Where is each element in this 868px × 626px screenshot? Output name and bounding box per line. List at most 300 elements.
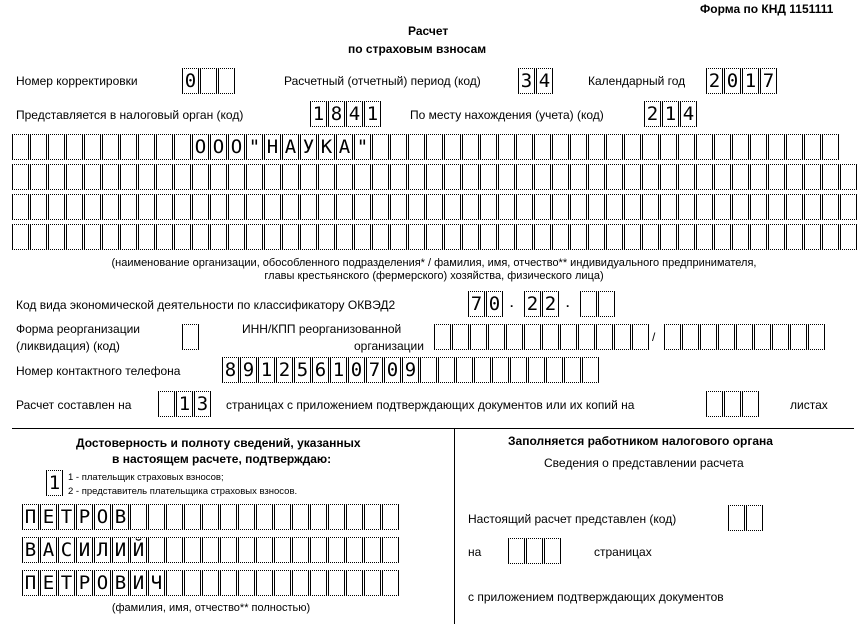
- char-cell[interactable]: [660, 224, 677, 250]
- char-cell[interactable]: [30, 164, 47, 190]
- char-cell[interactable]: [660, 134, 677, 160]
- char-cell[interactable]: [804, 164, 821, 190]
- char-cell[interactable]: [700, 324, 717, 350]
- char-cell[interactable]: [148, 504, 165, 530]
- char-cell[interactable]: [158, 391, 175, 417]
- char-cell[interactable]: [390, 164, 407, 190]
- char-cell[interactable]: [606, 224, 623, 250]
- char-cell[interactable]: [66, 164, 83, 190]
- char-cell[interactable]: [102, 164, 119, 190]
- char-cell[interactable]: 7: [468, 291, 485, 317]
- char-cell[interactable]: [274, 570, 291, 596]
- char-cell[interactable]: 4: [346, 101, 363, 127]
- presented-code-field[interactable]: [728, 505, 764, 531]
- char-cell[interactable]: [534, 164, 551, 190]
- char-cell[interactable]: [238, 570, 255, 596]
- char-cell[interactable]: [606, 164, 623, 190]
- char-cell[interactable]: [718, 324, 735, 350]
- char-cell[interactable]: [696, 164, 713, 190]
- char-cell[interactable]: 8: [328, 101, 345, 127]
- char-cell[interactable]: [174, 134, 191, 160]
- char-cell[interactable]: [624, 194, 641, 220]
- char-cell[interactable]: [480, 164, 497, 190]
- char-cell[interactable]: [714, 134, 731, 160]
- char-cell[interactable]: [664, 324, 681, 350]
- char-cell[interactable]: [682, 324, 699, 350]
- char-cell[interactable]: [120, 164, 137, 190]
- char-cell[interactable]: [228, 194, 245, 220]
- char-cell[interactable]: [318, 224, 335, 250]
- period-code-field[interactable]: [518, 68, 554, 94]
- char-cell[interactable]: 9: [240, 357, 257, 383]
- char-cell[interactable]: [30, 224, 47, 250]
- char-cell[interactable]: [364, 537, 381, 563]
- char-cell[interactable]: [300, 224, 317, 250]
- char-cell[interactable]: [696, 194, 713, 220]
- char-cell[interactable]: [138, 194, 155, 220]
- char-cell[interactable]: [192, 224, 209, 250]
- pages-count-field[interactable]: [158, 391, 212, 417]
- okved-part-3[interactable]: [580, 291, 616, 317]
- char-cell[interactable]: [184, 570, 201, 596]
- char-cell[interactable]: [804, 134, 821, 160]
- char-cell[interactable]: [274, 504, 291, 530]
- char-cell[interactable]: И: [130, 570, 147, 596]
- char-cell[interactable]: А: [40, 537, 57, 563]
- char-cell[interactable]: 0: [486, 291, 503, 317]
- char-cell[interactable]: [166, 570, 183, 596]
- confirmer-type-field[interactable]: [46, 470, 64, 496]
- char-cell[interactable]: [624, 164, 641, 190]
- char-cell[interactable]: Ч: [148, 570, 165, 596]
- char-cell[interactable]: [462, 194, 479, 220]
- char-cell[interactable]: [642, 194, 659, 220]
- char-cell[interactable]: [202, 537, 219, 563]
- char-cell[interactable]: [768, 224, 785, 250]
- char-cell[interactable]: 0: [348, 357, 365, 383]
- char-cell[interactable]: [678, 164, 695, 190]
- char-cell[interactable]: [588, 224, 605, 250]
- char-cell[interactable]: 2: [644, 101, 661, 127]
- char-cell[interactable]: [714, 164, 731, 190]
- char-cell[interactable]: [256, 504, 273, 530]
- char-cell[interactable]: [606, 134, 623, 160]
- char-cell[interactable]: [804, 224, 821, 250]
- char-cell[interactable]: [564, 357, 581, 383]
- char-cell[interactable]: [408, 134, 425, 160]
- char-cell[interactable]: [528, 357, 545, 383]
- char-cell[interactable]: В: [112, 570, 129, 596]
- char-cell[interactable]: [310, 504, 327, 530]
- char-cell[interactable]: [728, 505, 745, 531]
- char-cell[interactable]: [310, 570, 327, 596]
- char-cell[interactable]: [354, 164, 371, 190]
- char-cell[interactable]: 2: [542, 291, 559, 317]
- char-cell[interactable]: [246, 194, 263, 220]
- char-cell[interactable]: [220, 537, 237, 563]
- char-cell[interactable]: [120, 224, 137, 250]
- char-cell[interactable]: [420, 357, 437, 383]
- char-cell[interactable]: [696, 134, 713, 160]
- char-cell[interactable]: [372, 224, 389, 250]
- char-cell[interactable]: [516, 224, 533, 250]
- char-cell[interactable]: [552, 224, 569, 250]
- char-cell[interactable]: [742, 391, 759, 417]
- char-cell[interactable]: [346, 570, 363, 596]
- char-cell[interactable]: [438, 357, 455, 383]
- char-cell[interactable]: [156, 194, 173, 220]
- char-cell[interactable]: [264, 224, 281, 250]
- char-cell[interactable]: [588, 164, 605, 190]
- char-cell[interactable]: [354, 224, 371, 250]
- char-cell[interactable]: У: [300, 134, 317, 160]
- char-cell[interactable]: [552, 164, 569, 190]
- char-cell[interactable]: [678, 224, 695, 250]
- char-cell[interactable]: [444, 164, 461, 190]
- char-cell[interactable]: [750, 224, 767, 250]
- char-cell[interactable]: [238, 537, 255, 563]
- char-cell[interactable]: [840, 194, 857, 220]
- patronymic-field[interactable]: [22, 570, 400, 596]
- char-cell[interactable]: [434, 324, 451, 350]
- char-cell[interactable]: Е: [40, 504, 57, 530]
- char-cell[interactable]: [732, 194, 749, 220]
- char-cell[interactable]: [218, 68, 235, 94]
- char-cell[interactable]: [444, 194, 461, 220]
- char-cell[interactable]: [736, 324, 753, 350]
- char-cell[interactable]: [156, 164, 173, 190]
- char-cell[interactable]: О: [192, 134, 209, 160]
- char-cell[interactable]: [768, 164, 785, 190]
- char-cell[interactable]: 1: [330, 357, 347, 383]
- char-cell[interactable]: [274, 537, 291, 563]
- char-cell[interactable]: [200, 68, 217, 94]
- char-cell[interactable]: [750, 134, 767, 160]
- char-cell[interactable]: 3: [518, 68, 535, 94]
- char-cell[interactable]: [336, 194, 353, 220]
- char-cell[interactable]: [210, 194, 227, 220]
- char-cell[interactable]: 9: [402, 357, 419, 383]
- char-cell[interactable]: [488, 324, 505, 350]
- char-cell[interactable]: [754, 324, 771, 350]
- char-cell[interactable]: [772, 324, 789, 350]
- char-cell[interactable]: [48, 134, 65, 160]
- char-cell[interactable]: [544, 538, 561, 564]
- char-cell[interactable]: [182, 324, 199, 350]
- char-cell[interactable]: 2: [276, 357, 293, 383]
- okved-part-2[interactable]: [524, 291, 560, 317]
- char-cell[interactable]: 3: [194, 391, 211, 417]
- phone-number-field[interactable]: [222, 357, 600, 383]
- char-cell[interactable]: [570, 134, 587, 160]
- char-cell[interactable]: [228, 224, 245, 250]
- char-cell[interactable]: [552, 194, 569, 220]
- char-cell[interactable]: [580, 291, 597, 317]
- char-cell[interactable]: [48, 164, 65, 190]
- char-cell[interactable]: [12, 134, 29, 160]
- tax-org-code-field[interactable]: [310, 101, 382, 127]
- char-cell[interactable]: [498, 194, 515, 220]
- char-cell[interactable]: [542, 324, 559, 350]
- char-cell[interactable]: [642, 134, 659, 160]
- char-cell[interactable]: [474, 357, 491, 383]
- char-cell[interactable]: И: [112, 537, 129, 563]
- reorg-code-field[interactable]: [182, 324, 200, 350]
- org-name-line-1[interactable]: [12, 134, 840, 160]
- char-cell[interactable]: [714, 224, 731, 250]
- char-cell[interactable]: [382, 570, 399, 596]
- char-cell[interactable]: [256, 537, 273, 563]
- char-cell[interactable]: [492, 357, 509, 383]
- char-cell[interactable]: [632, 324, 649, 350]
- char-cell[interactable]: Т: [58, 570, 75, 596]
- char-cell[interactable]: [346, 504, 363, 530]
- char-cell[interactable]: [84, 164, 101, 190]
- char-cell[interactable]: [346, 537, 363, 563]
- char-cell[interactable]: Р: [76, 570, 93, 596]
- char-cell[interactable]: [210, 224, 227, 250]
- char-cell[interactable]: [382, 504, 399, 530]
- char-cell[interactable]: [750, 164, 767, 190]
- char-cell[interactable]: 7: [366, 357, 383, 383]
- char-cell[interactable]: 0: [384, 357, 401, 383]
- char-cell[interactable]: [292, 570, 309, 596]
- char-cell[interactable]: Е: [40, 570, 57, 596]
- char-cell[interactable]: [246, 224, 263, 250]
- char-cell[interactable]: Й: [130, 537, 147, 563]
- char-cell[interactable]: [570, 164, 587, 190]
- char-cell[interactable]: [546, 357, 563, 383]
- char-cell[interactable]: [228, 164, 245, 190]
- char-cell[interactable]: [510, 357, 527, 383]
- char-cell[interactable]: [246, 164, 263, 190]
- char-cell[interactable]: [746, 505, 763, 531]
- char-cell[interactable]: [470, 324, 487, 350]
- reorg-inn-field[interactable]: [434, 324, 650, 350]
- char-cell[interactable]: 1: [662, 101, 679, 127]
- char-cell[interactable]: [588, 134, 605, 160]
- char-cell[interactable]: [642, 224, 659, 250]
- char-cell[interactable]: [822, 164, 839, 190]
- char-cell[interactable]: [238, 504, 255, 530]
- char-cell[interactable]: [534, 134, 551, 160]
- char-cell[interactable]: [444, 134, 461, 160]
- char-cell[interactable]: А: [282, 134, 299, 160]
- char-cell[interactable]: [174, 164, 191, 190]
- char-cell[interactable]: [578, 324, 595, 350]
- org-name-line-4[interactable]: [12, 224, 858, 250]
- char-cell[interactable]: [66, 194, 83, 220]
- char-cell[interactable]: 2: [706, 68, 723, 94]
- char-cell[interactable]: [84, 224, 101, 250]
- char-cell[interactable]: [130, 504, 147, 530]
- char-cell[interactable]: [732, 164, 749, 190]
- char-cell[interactable]: Л: [94, 537, 111, 563]
- char-cell[interactable]: [570, 194, 587, 220]
- char-cell[interactable]: [282, 194, 299, 220]
- char-cell[interactable]: [714, 194, 731, 220]
- char-cell[interactable]: [256, 570, 273, 596]
- char-cell[interactable]: [192, 164, 209, 190]
- char-cell[interactable]: [840, 224, 857, 250]
- char-cell[interactable]: [264, 164, 281, 190]
- char-cell[interactable]: [102, 224, 119, 250]
- char-cell[interactable]: [292, 504, 309, 530]
- char-cell[interactable]: [12, 224, 29, 250]
- char-cell[interactable]: [48, 224, 65, 250]
- char-cell[interactable]: [768, 194, 785, 220]
- char-cell[interactable]: [786, 164, 803, 190]
- char-cell[interactable]: [282, 224, 299, 250]
- char-cell[interactable]: [138, 164, 155, 190]
- char-cell[interactable]: [444, 224, 461, 250]
- char-cell[interactable]: [364, 570, 381, 596]
- char-cell[interactable]: [408, 194, 425, 220]
- char-cell[interactable]: 2: [524, 291, 541, 317]
- char-cell[interactable]: [696, 224, 713, 250]
- char-cell[interactable]: [354, 194, 371, 220]
- char-cell[interactable]: [408, 224, 425, 250]
- okved-part-1[interactable]: [468, 291, 504, 317]
- char-cell[interactable]: [822, 134, 839, 160]
- char-cell[interactable]: [202, 504, 219, 530]
- char-cell[interactable]: Н: [264, 134, 281, 160]
- char-cell[interactable]: [462, 164, 479, 190]
- char-cell[interactable]: [382, 537, 399, 563]
- char-cell[interactable]: К: [318, 134, 335, 160]
- char-cell[interactable]: [808, 324, 825, 350]
- char-cell[interactable]: [560, 324, 577, 350]
- char-cell[interactable]: [508, 538, 525, 564]
- char-cell[interactable]: [596, 324, 613, 350]
- char-cell[interactable]: 1: [176, 391, 193, 417]
- char-cell[interactable]: [102, 134, 119, 160]
- char-cell[interactable]: [426, 164, 443, 190]
- char-cell[interactable]: [480, 224, 497, 250]
- name-field[interactable]: [22, 537, 400, 563]
- char-cell[interactable]: [606, 194, 623, 220]
- char-cell[interactable]: [166, 504, 183, 530]
- char-cell[interactable]: А: [336, 134, 353, 160]
- char-cell[interactable]: [318, 164, 335, 190]
- char-cell[interactable]: 1: [46, 470, 63, 496]
- char-cell[interactable]: [364, 504, 381, 530]
- char-cell[interactable]: ": [246, 134, 263, 160]
- char-cell[interactable]: [462, 134, 479, 160]
- char-cell[interactable]: [768, 134, 785, 160]
- char-cell[interactable]: [498, 134, 515, 160]
- char-cell[interactable]: [732, 134, 749, 160]
- char-cell[interactable]: [166, 537, 183, 563]
- char-cell[interactable]: [480, 134, 497, 160]
- char-cell[interactable]: [390, 134, 407, 160]
- char-cell[interactable]: 6: [312, 357, 329, 383]
- char-cell[interactable]: [426, 224, 443, 250]
- char-cell[interactable]: 7: [760, 68, 777, 94]
- char-cell[interactable]: 0: [182, 68, 199, 94]
- char-cell[interactable]: [328, 537, 345, 563]
- char-cell[interactable]: 1: [310, 101, 327, 127]
- char-cell[interactable]: [480, 194, 497, 220]
- char-cell[interactable]: [220, 504, 237, 530]
- char-cell[interactable]: 8: [222, 357, 239, 383]
- char-cell[interactable]: [598, 291, 615, 317]
- org-name-line-2[interactable]: [12, 164, 858, 190]
- char-cell[interactable]: [732, 224, 749, 250]
- char-cell[interactable]: 1: [364, 101, 381, 127]
- char-cell[interactable]: 1: [258, 357, 275, 383]
- char-cell[interactable]: [552, 134, 569, 160]
- char-cell[interactable]: [336, 164, 353, 190]
- char-cell[interactable]: [678, 134, 695, 160]
- char-cell[interactable]: [660, 164, 677, 190]
- char-cell[interactable]: [30, 134, 47, 160]
- char-cell[interactable]: [790, 324, 807, 350]
- char-cell[interactable]: [524, 324, 541, 350]
- char-cell[interactable]: [174, 194, 191, 220]
- char-cell[interactable]: [66, 134, 83, 160]
- char-cell[interactable]: [706, 391, 723, 417]
- char-cell[interactable]: [328, 504, 345, 530]
- char-cell[interactable]: [786, 224, 803, 250]
- char-cell[interactable]: [804, 194, 821, 220]
- char-cell[interactable]: [840, 164, 857, 190]
- char-cell[interactable]: [624, 134, 641, 160]
- char-cell[interactable]: [148, 537, 165, 563]
- char-cell[interactable]: [516, 134, 533, 160]
- char-cell[interactable]: О: [210, 134, 227, 160]
- char-cell[interactable]: О: [94, 570, 111, 596]
- char-cell[interactable]: [426, 134, 443, 160]
- char-cell[interactable]: [12, 164, 29, 190]
- char-cell[interactable]: [318, 194, 335, 220]
- char-cell[interactable]: [642, 164, 659, 190]
- char-cell[interactable]: В: [112, 504, 129, 530]
- char-cell[interactable]: [660, 194, 677, 220]
- char-cell[interactable]: [310, 537, 327, 563]
- char-cell[interactable]: [292, 537, 309, 563]
- char-cell[interactable]: 0: [724, 68, 741, 94]
- char-cell[interactable]: [264, 194, 281, 220]
- char-cell[interactable]: [582, 357, 599, 383]
- char-cell[interactable]: [498, 164, 515, 190]
- char-cell[interactable]: [372, 164, 389, 190]
- char-cell[interactable]: 1: [742, 68, 759, 94]
- char-cell[interactable]: [822, 194, 839, 220]
- char-cell[interactable]: [220, 570, 237, 596]
- char-cell[interactable]: 5: [294, 357, 311, 383]
- calendar-year-field[interactable]: [706, 68, 778, 94]
- char-cell[interactable]: [624, 224, 641, 250]
- char-cell[interactable]: [66, 224, 83, 250]
- char-cell[interactable]: [192, 194, 209, 220]
- char-cell[interactable]: [120, 194, 137, 220]
- char-cell[interactable]: [724, 391, 741, 417]
- char-cell[interactable]: [426, 194, 443, 220]
- char-cell[interactable]: [138, 224, 155, 250]
- char-cell[interactable]: [408, 164, 425, 190]
- char-cell[interactable]: [30, 194, 47, 220]
- char-cell[interactable]: 4: [680, 101, 697, 127]
- char-cell[interactable]: П: [22, 570, 39, 596]
- char-cell[interactable]: ": [354, 134, 371, 160]
- char-cell[interactable]: [526, 538, 543, 564]
- char-cell[interactable]: [84, 134, 101, 160]
- char-cell[interactable]: [48, 194, 65, 220]
- sheets-count-field[interactable]: [706, 391, 760, 417]
- char-cell[interactable]: [372, 134, 389, 160]
- char-cell[interactable]: [506, 324, 523, 350]
